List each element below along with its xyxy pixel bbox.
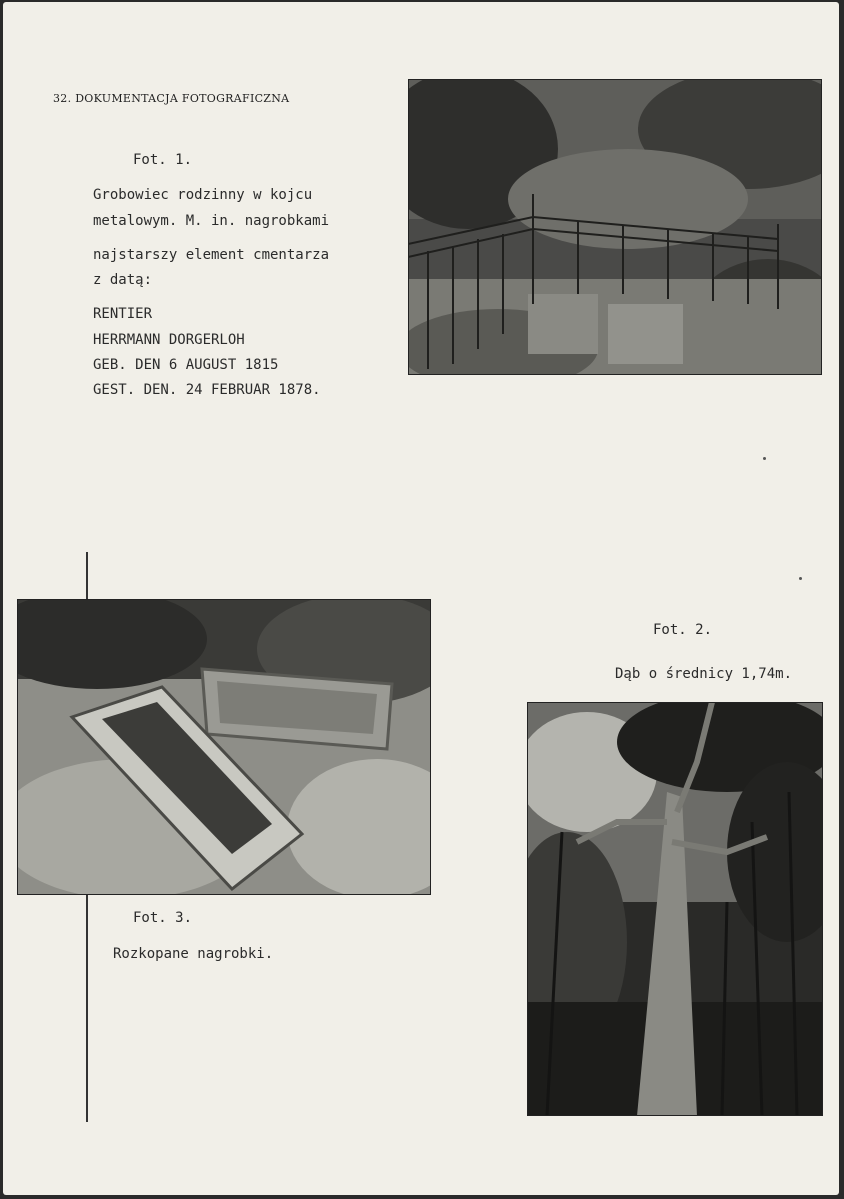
fot3-caption: Rozkopane nagrobki. [113,946,274,962]
fot1-line-8: GEST. DEN. 24 FEBRUAR 1878. [93,382,321,398]
fot1-line-6: HERRMANN DORGERLOH [93,332,245,348]
fot1-line-7: GEB. DEN 6 AUGUST 1815 [93,357,279,373]
fot1-line-4: z datą: [93,272,153,288]
photo-grave-fence [408,79,822,375]
fot1-line-1: Grobowiec rodzinny w kojcu [93,187,313,203]
fot1-line-5: RENTIER [93,306,153,322]
page-header: 32. DOKUMENTACJA FOTOGRAFICZNA [53,92,290,105]
photo-excavated-graves [17,599,431,895]
photo-oak-tree [527,702,823,1116]
fot1-line-2: metalowym. M. in. nagrobkami [93,213,330,229]
fot2-label: Fot. 2. [653,622,713,638]
fot3-label: Fot. 3. [133,910,193,926]
fot1-line-3: najstarszy element cmentarza [93,247,330,263]
paper-speck [799,577,802,580]
fot1-label: Fot. 1. [133,152,193,168]
fot2-caption: Dąb o średnicy 1,74m. [615,666,793,682]
document-page [3,2,839,1195]
paper-speck [763,457,766,460]
